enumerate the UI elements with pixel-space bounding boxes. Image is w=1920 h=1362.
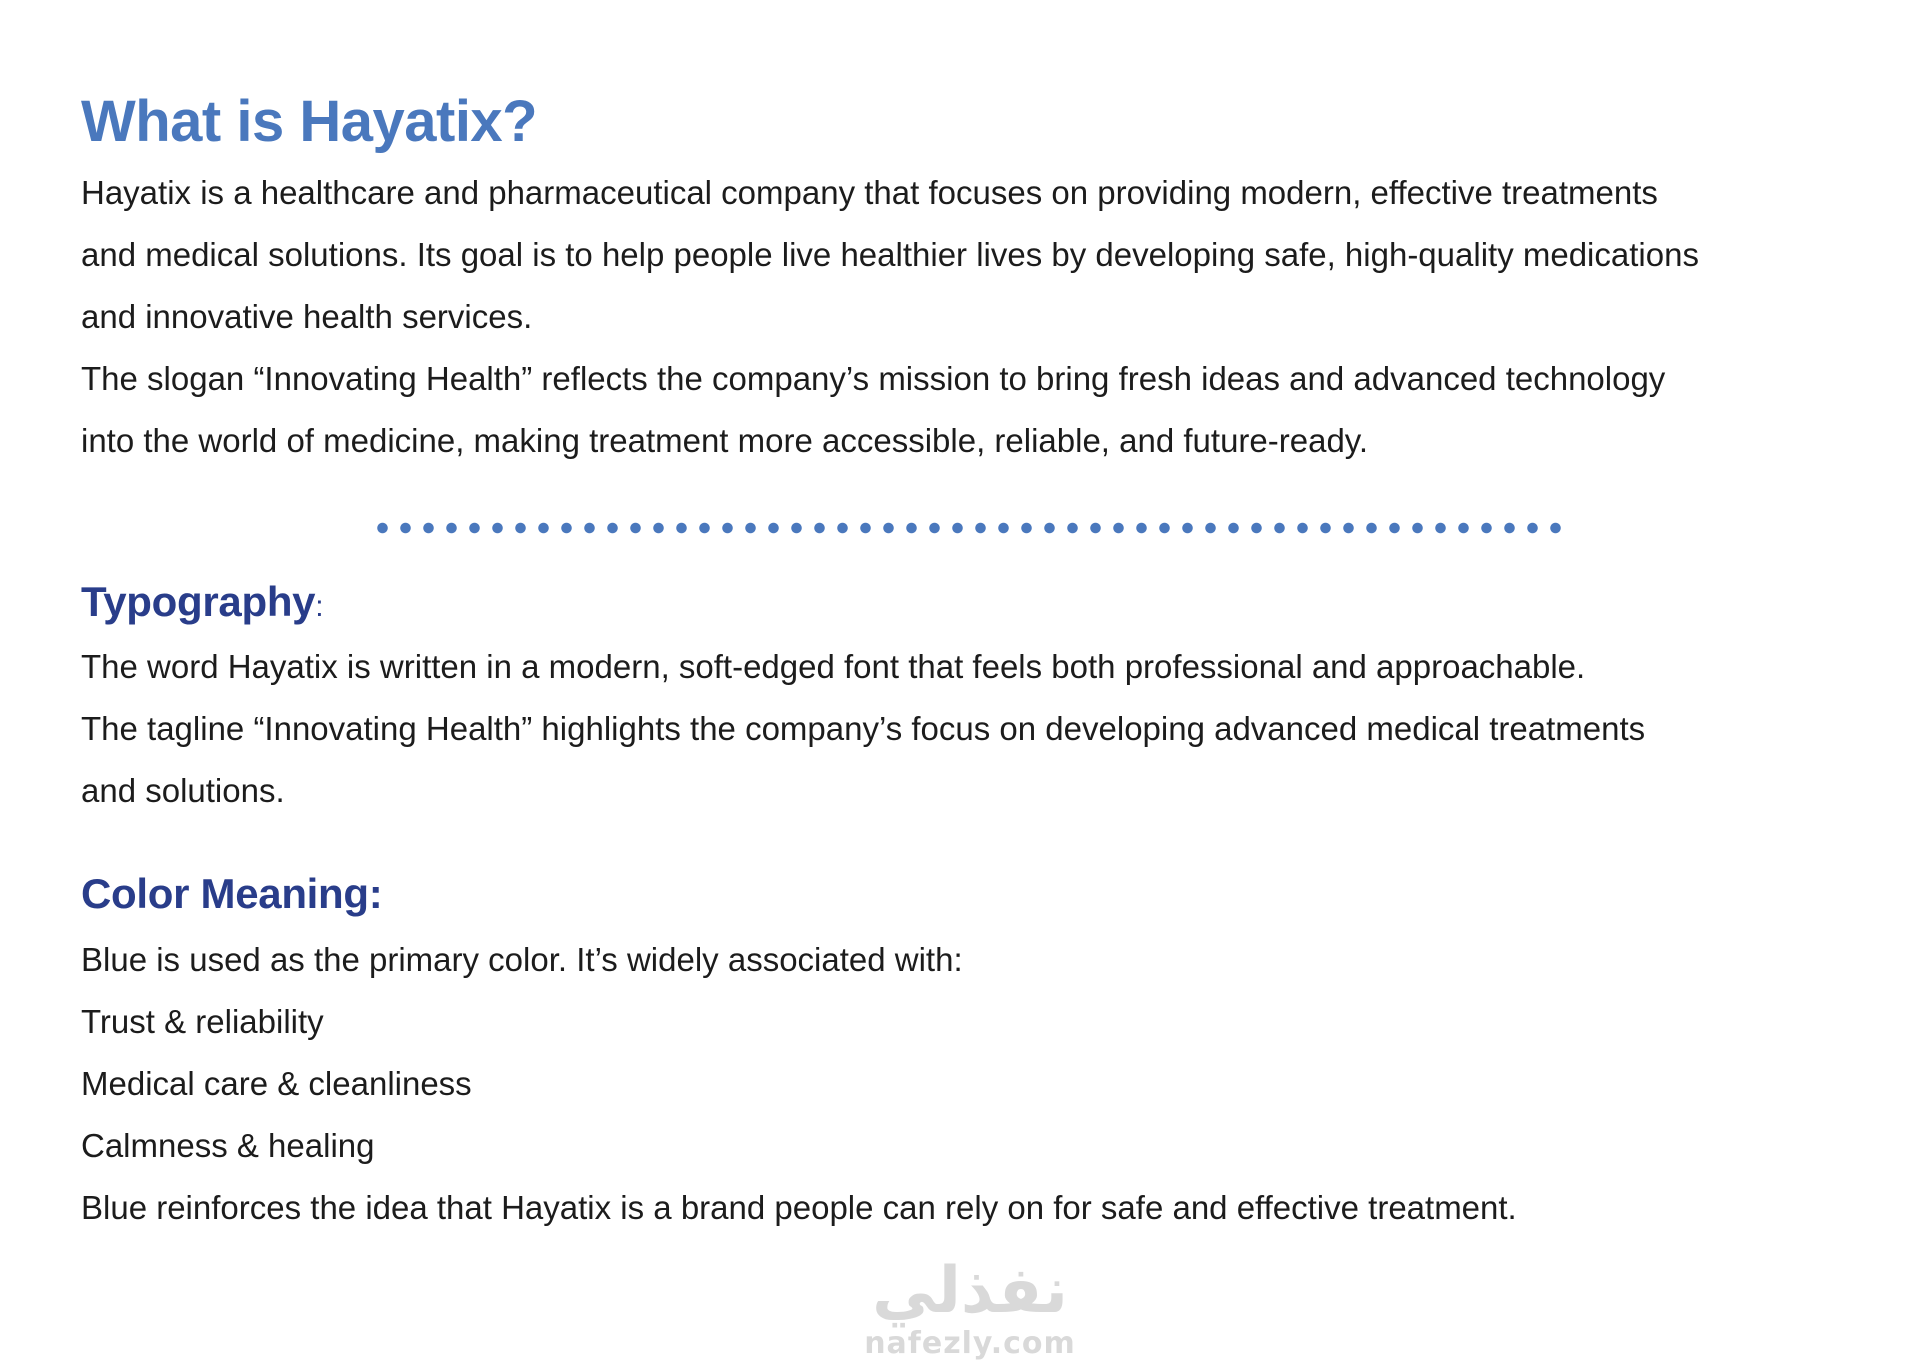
dotted-divider <box>371 522 1571 534</box>
typography-paragraph <box>81 636 1645 822</box>
watermark-arabic: نفذلي <box>872 1254 1068 1328</box>
text-line: Blue reinforces the idea that Hayatix is a brand people can rely on for safe and effective treatment. <box>81 1189 1517 1226</box>
text-line: Blue is used as the primary color. It’s widely associated with: <box>81 941 963 978</box>
text-line: The slogan “Innovating Health” reflects the company’s mission to bring fresh ideas and advanced technology <box>81 360 1666 397</box>
text-line: and medical solutions. Its goal is to help people live healthier lives by developing safe, high-quality medications <box>81 236 1699 273</box>
slogan-paragraph <box>81 348 1665 472</box>
watermark-latin: nafezly.com <box>864 1326 1076 1361</box>
page-title: What is Hayatix? <box>81 89 538 154</box>
text-line: into the world of medicine, making treatment more accessible, reliable, and future-ready. <box>81 422 1369 459</box>
text-line: The tagline “Innovating Health” highlights the company’s focus on developing advanced medical treatments <box>81 710 1646 747</box>
text-line: The word Hayatix is written in a modern, soft-edged font that feels both professional and approachable. <box>81 648 1586 685</box>
color-meaning-paragraph <box>81 929 1517 1239</box>
text-line: and innovative health services. <box>81 298 533 335</box>
typography-heading-text: Typography <box>81 578 316 625</box>
typography-heading <box>81 578 323 626</box>
intro-paragraph <box>81 162 1699 348</box>
nafezly-watermark <box>860 1256 1080 1362</box>
color-meaning-heading: Color Meaning: <box>81 870 383 917</box>
list-item: Calmness & healing <box>81 1127 375 1164</box>
text-line: and solutions. <box>81 772 285 809</box>
list-item: Trust & reliability <box>81 1003 324 1040</box>
typography-heading-colon: : <box>315 590 324 623</box>
text-line: Hayatix is a healthcare and pharmaceutical company that focuses on providing modern, effective treatments <box>81 174 1658 211</box>
list-item: Medical care & cleanliness <box>81 1065 472 1102</box>
